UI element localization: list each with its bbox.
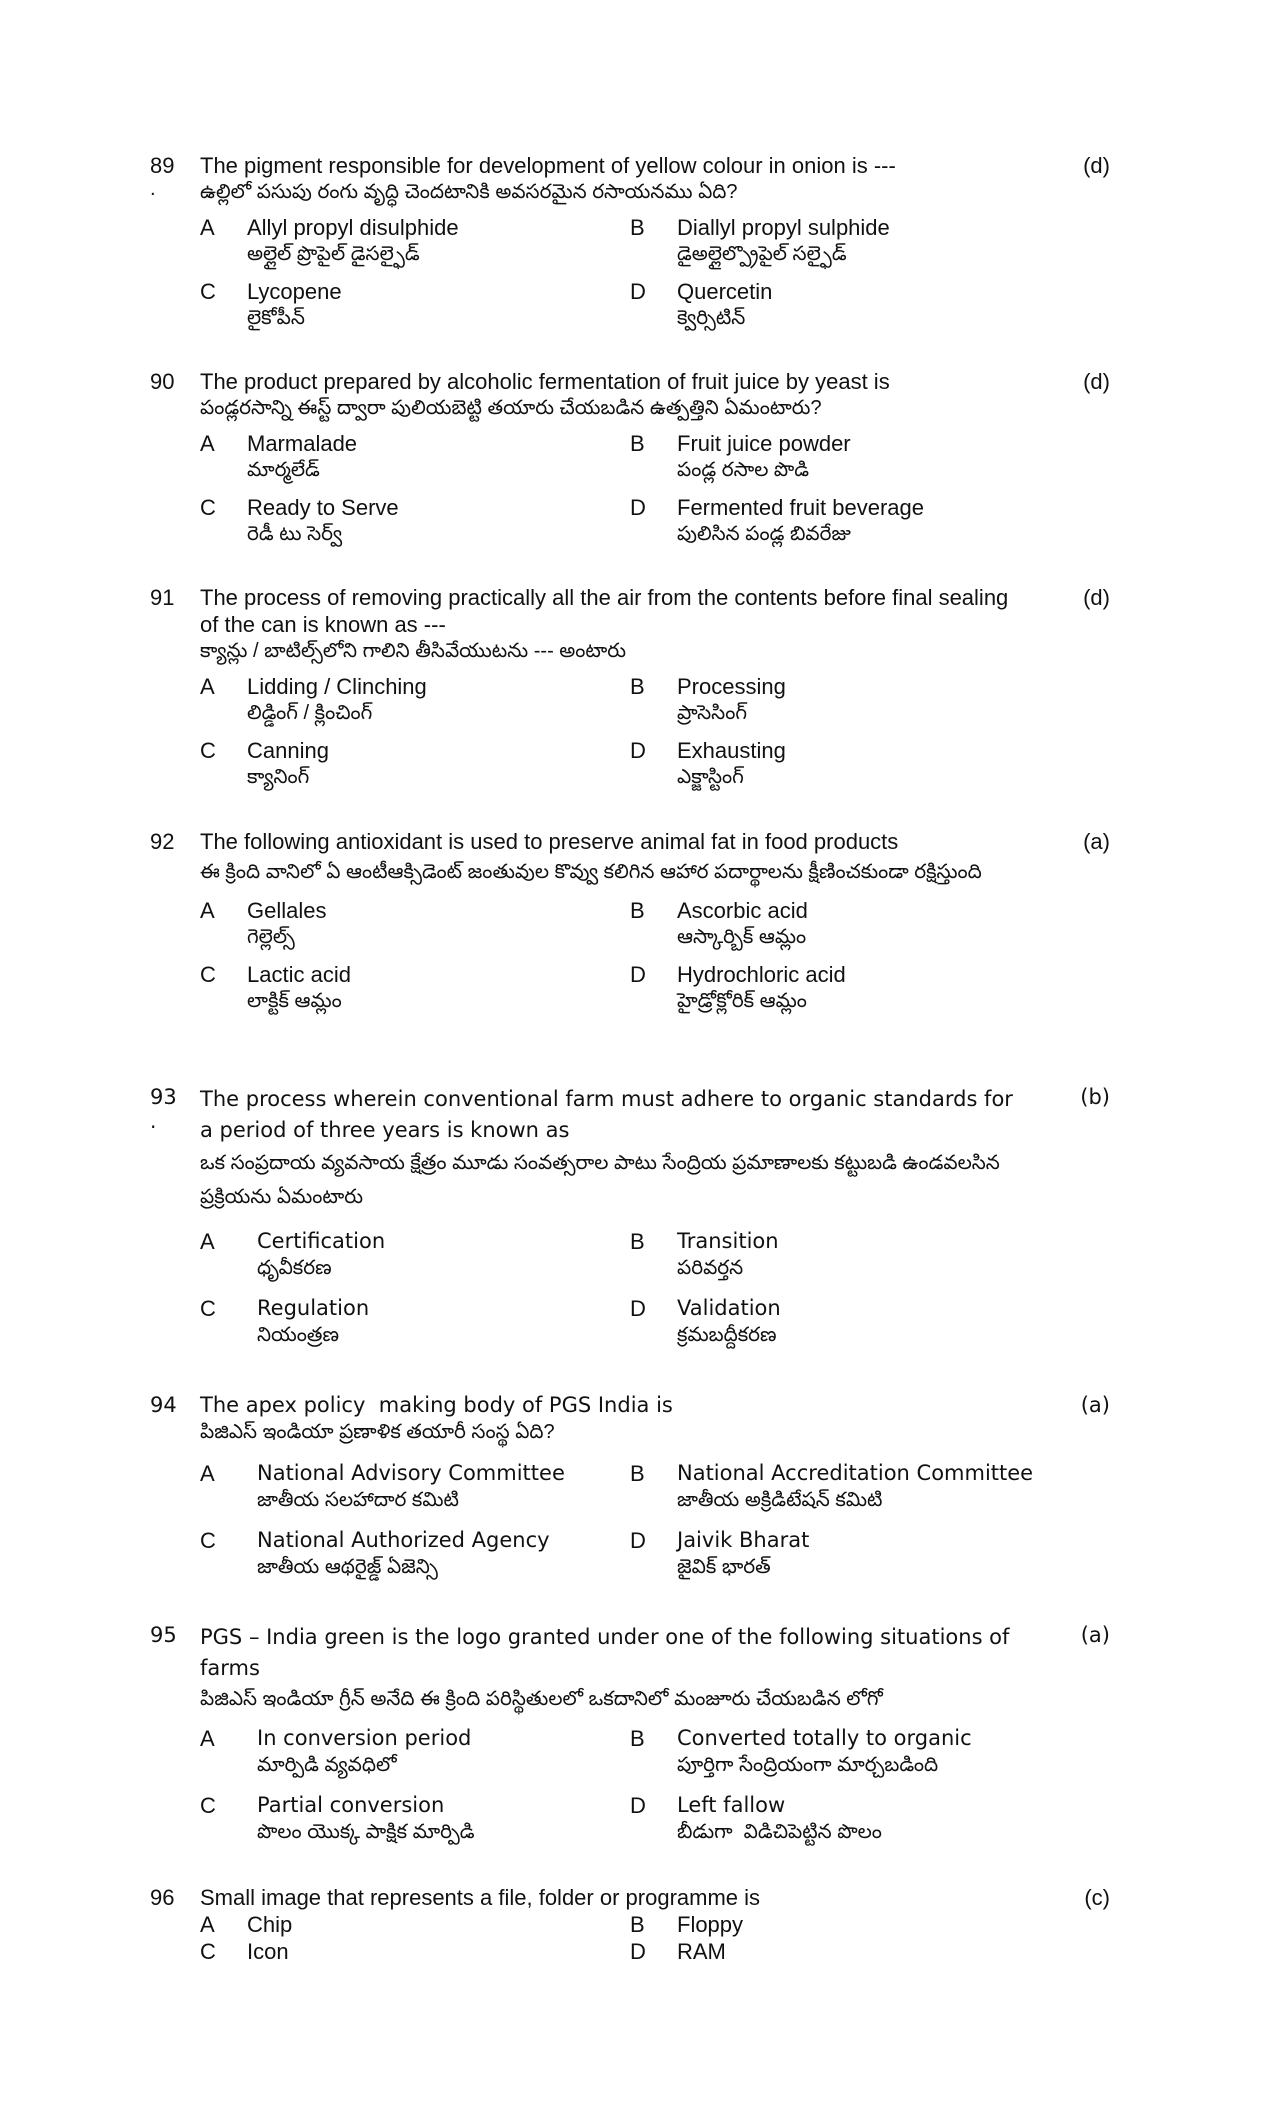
question-number <box>150 584 190 611</box>
options <box>200 897 1060 1025</box>
option-letter: C <box>200 962 216 987</box>
option-letter: D <box>630 962 646 987</box>
option-text-english: Diallyl propyl sulphide <box>677 215 890 240</box>
option-text-english: Quercetin <box>677 279 773 304</box>
question-body <box>200 828 1060 1025</box>
option-text-telugu: పరివర్తన <box>677 1257 744 1279</box>
option-letter: C <box>200 279 216 304</box>
option-letter: A <box>200 431 215 456</box>
option-text-telugu: జాతీయ అక్రిడిటేషన్ కమిటి <box>677 1489 883 1511</box>
question-number-text: 92 <box>150 829 175 854</box>
question-body <box>200 1084 1060 1362</box>
options <box>200 1228 1060 1362</box>
question-number-text: 94 <box>150 1393 177 1417</box>
question-text-telugu: క్యాన్లు / బాటిల్స్‌లోని గాలిని తీసివేయుటను --- అంటారు <box>200 640 627 662</box>
question-text-english: The pigment responsible for development of yellow colour in onion is --- <box>200 153 896 178</box>
answer-key: (a) <box>1083 829 1110 854</box>
option-text-english: Canning <box>247 738 329 763</box>
option-text-telugu: డైఅల్లైల్ప్రొపైల్ సల్ఫైడ్ <box>677 243 847 265</box>
question-text-english: The process of removing practically all the air from the contents before final sealing of the can is known as --- <box>200 585 1009 637</box>
option-letter: B <box>630 1229 645 1254</box>
question-number <box>150 1084 190 1131</box>
option-a <box>200 1460 630 1527</box>
option-letter: D <box>630 1939 646 1964</box>
option-d <box>630 278 1060 342</box>
option-letter: A <box>200 215 215 240</box>
option-letter: C <box>200 1939 216 1964</box>
option-text-telugu: ఎక్జాస్టింగ్ <box>677 766 744 788</box>
option-text-english: Allyl propyl disulphide <box>247 215 459 240</box>
question-text-telugu: ఉల్లిలో పసుపు రంగు వృద్ధి చెందటానికి అవసరమైన రసాయనము ఏది? <box>200 181 738 203</box>
option-d <box>630 494 1060 558</box>
option-letter: B <box>630 431 645 456</box>
option-letter: A <box>200 898 215 923</box>
option-text-english: National Advisory Committee <box>257 1461 565 1485</box>
option-letter: B <box>630 898 645 923</box>
question-number <box>150 1622 190 1649</box>
option-text-telugu: జాతీయ సలహాదార కమిటి <box>257 1489 459 1511</box>
question-text-english: The apex policy making body of PGS India is <box>200 1393 673 1417</box>
option-letter: A <box>200 674 215 699</box>
option-letter: D <box>630 1528 646 1553</box>
option-letter: D <box>630 1793 646 1818</box>
option-text-english: Validation <box>677 1296 781 1320</box>
options <box>200 673 1060 801</box>
question-text-english: Small image that represents a file, folder or programme is <box>200 1885 761 1910</box>
options <box>200 1725 1060 1859</box>
options <box>200 1460 1060 1594</box>
option-b <box>630 214 1060 278</box>
option-text-english: Exhausting <box>677 738 786 763</box>
option-letter: C <box>200 1528 216 1553</box>
option-c <box>200 1295 630 1362</box>
question-number <box>150 368 190 395</box>
question-94 <box>150 1392 1110 1592</box>
option-a <box>200 673 630 737</box>
answer-key: (d) <box>1083 369 1110 394</box>
option-b <box>630 1725 1060 1792</box>
answer-key: (a) <box>1080 1393 1110 1417</box>
option-text-telugu: గెల్లెల్స్ <box>247 926 295 948</box>
option-letter: B <box>630 1461 645 1486</box>
option-text-english: Floppy <box>677 1912 744 1937</box>
option-d <box>630 737 1060 801</box>
option-c <box>200 278 630 342</box>
option-text-english: Lactic acid <box>247 962 351 987</box>
option-c <box>200 961 630 1025</box>
option-text-telugu: అల్లైల్ ప్రొపైల్ డైసల్ఫైడ్ <box>247 243 420 265</box>
option-letter: B <box>630 674 645 699</box>
question-text-telugu: ఒక సంప్రదాయ వ్యవసాయ క్షేత్రం మూడు సంవత్సరాల పాటు సేంద్రియ ప్రమాణాలకు కట్టుబడి ఉండవలసిన ప్రక్రియను ఏమంటారు <box>200 1152 1000 1208</box>
option-text-telugu: పొలం యొక్క పాక్షిక మార్పిడి <box>257 1821 475 1843</box>
options <box>200 430 1060 558</box>
question-text-english: PGS – India green is the logo granted under one of the following situations of farms <box>200 1625 1010 1680</box>
option-b <box>630 1460 1060 1527</box>
option-text-english: Lycopene <box>247 279 342 304</box>
option-text-english: In conversion period <box>257 1726 472 1750</box>
option-text-telugu: మార్పిడి వ్యవధిలో <box>257 1754 397 1776</box>
question-92 <box>150 828 1110 1048</box>
option-a <box>200 1228 630 1295</box>
option-c <box>200 494 630 558</box>
option-b <box>630 1911 1060 1938</box>
option-text-telugu: మార్మలేడ్ <box>247 459 320 481</box>
option-c <box>200 737 630 801</box>
option-letter: B <box>630 1912 645 1937</box>
option-letter: C <box>200 1296 216 1321</box>
options <box>200 214 1060 342</box>
option-letter: A <box>200 1461 215 1486</box>
option-text-english: Converted totally to organic <box>677 1726 972 1750</box>
option-text-english: Ascorbic acid <box>677 898 808 923</box>
option-text-telugu: లిడ్డింగ్ / క్లించింగ్ <box>247 702 373 724</box>
question-body <box>200 1392 1060 1594</box>
option-text-english: Lidding / Clinching <box>247 674 427 699</box>
question-number-text: 90 <box>150 369 175 394</box>
question-text-english: The product prepared by alcoholic fermentation of fruit juice by yeast is <box>200 369 890 394</box>
option-letter: D <box>630 738 646 763</box>
option-d <box>630 1527 1060 1594</box>
option-a <box>200 1911 630 1938</box>
question-93 <box>150 1084 1110 1364</box>
option-letter: A <box>200 1726 215 1751</box>
option-d <box>630 1792 1060 1859</box>
option-text-telugu: క్రమబద్దీకరణ <box>677 1324 777 1346</box>
answer-key: (b) <box>1080 1085 1110 1109</box>
answer-key: (d) <box>1083 153 1110 178</box>
option-a <box>200 214 630 278</box>
question-text-telugu: పిజిఎస్ ఇండియా ప్రణాళిక తయారీ సంస్థ ఏది? <box>200 1421 555 1443</box>
option-text-telugu: నియంత్రణ <box>257 1324 339 1346</box>
option-b <box>630 673 1060 737</box>
option-b <box>630 1228 1060 1295</box>
option-text-telugu: క్యానింగ్ <box>247 766 310 788</box>
option-text-telugu: క్వెర్సిటిన్ <box>677 307 746 329</box>
option-text-english: Marmalade <box>247 431 358 456</box>
option-text-english: Partial conversion <box>257 1793 445 1817</box>
option-text-telugu: రెడీ టు సెర్వ్ <box>247 523 343 545</box>
option-text-telugu: ధృవీకరణ <box>257 1257 332 1279</box>
answer-key: (c) <box>1084 1885 1110 1910</box>
question-body <box>200 584 1060 801</box>
option-text-telugu: బీడుగా విడిచిపెట్టిన పొలం <box>677 1821 882 1843</box>
option-text-english: Certification <box>257 1229 386 1253</box>
option-text-english: Jaivik Bharat <box>677 1528 810 1552</box>
option-b <box>630 897 1060 961</box>
option-text-english: Regulation <box>257 1296 370 1320</box>
option-text-telugu: హైడ్రోక్లోరిక్ ఆమ్లం <box>677 990 807 1012</box>
option-text-telugu: పులిసిన పండ్ల బివరేజు <box>677 523 851 545</box>
option-text-english: Icon <box>247 1939 289 1964</box>
option-text-telugu: పండ్ల రసాల పొడి <box>677 459 810 481</box>
option-c <box>200 1938 630 1965</box>
question-number-text: 93 <box>150 1085 177 1109</box>
question-95 <box>150 1622 1110 1852</box>
option-text-english: Gellales <box>247 898 327 923</box>
question-number-text: 95 <box>150 1623 177 1647</box>
question-body <box>200 1884 1060 1965</box>
option-d <box>630 1295 1060 1362</box>
option-letter: D <box>630 1296 646 1321</box>
option-letter: A <box>200 1912 215 1937</box>
option-letter: D <box>630 495 646 520</box>
option-text-telugu: ప్రాసెసింగ్ <box>677 702 748 724</box>
question-number-suffix: . <box>150 178 156 200</box>
option-text-english: Processing <box>677 674 786 699</box>
question-89 <box>150 152 1110 342</box>
option-c <box>200 1792 630 1859</box>
question-text-telugu: పిజిఎస్ ఇండియా గ్రీన్ అనేది ఈ క్రింది పరిస్థితులలో ఒకదానిలో మంజూరు చేయబడిన లోగో <box>200 1688 883 1710</box>
option-a <box>200 430 630 494</box>
options <box>200 1911 1060 1965</box>
option-d <box>630 1938 1060 1965</box>
question-number <box>150 1884 190 1911</box>
option-letter: C <box>200 495 216 520</box>
option-text-english: National Authorized Agency <box>257 1528 550 1552</box>
option-text-english: RAM <box>677 1939 726 1964</box>
option-text-english: National Accreditation Committee <box>677 1461 1034 1485</box>
option-a <box>200 1725 630 1792</box>
option-letter: A <box>200 1229 215 1254</box>
option-c <box>200 1527 630 1594</box>
question-number <box>150 1392 190 1419</box>
question-number-suffix: . <box>150 1109 157 1133</box>
question-text-telugu: పండ్లరసాన్ని ఈస్ట్ ద్వారా పులియబెట్టి తయారు చేయబడిన ఉత్పత్తిని ఏమంటారు? <box>200 397 822 419</box>
question-number-text: 89 <box>150 153 175 178</box>
option-d <box>630 961 1060 1025</box>
question-number-text: 96 <box>150 1885 175 1910</box>
question-number <box>150 828 190 855</box>
option-text-english: Ready to Serve <box>247 495 399 520</box>
answer-key: (a) <box>1080 1623 1110 1647</box>
option-letter: C <box>200 1793 216 1818</box>
question-body <box>200 152 1060 342</box>
option-text-english: Left fallow <box>677 1793 786 1817</box>
option-letter: D <box>630 279 646 304</box>
option-text-english: Hydrochloric acid <box>677 962 846 987</box>
option-letter: B <box>630 215 645 240</box>
question-90 <box>150 368 1110 548</box>
option-text-english: Chip <box>247 1912 293 1937</box>
question-number <box>150 152 190 199</box>
option-text-telugu: జాతీయ ఆథరైజ్డ్ ఏజెన్సి <box>257 1556 438 1578</box>
option-text-english: Fruit juice powder <box>677 431 851 456</box>
question-91 <box>150 584 1110 794</box>
option-b <box>630 430 1060 494</box>
question-text-english: The process wherein conventional farm must adhere to organic standards for a period of three years is known as <box>200 1087 1013 1142</box>
option-a <box>200 897 630 961</box>
option-letter: B <box>630 1726 645 1751</box>
answer-key: (d) <box>1083 585 1110 610</box>
option-text-telugu: ఆస్కార్బిక్ ఆమ్లం <box>677 926 807 948</box>
question-text-telugu: ఈ క్రింది వానిలో ఏ ఆంటీఆక్సిడెంట్ జంతువుల కొవ్వు కలిగిన ఆహార పదార్థాలను క్షీణించకుండా రక్షిస్తుంది <box>200 861 982 883</box>
question-96 <box>150 1884 1110 1984</box>
option-text-telugu: లాక్టిక్ ఆమ్లం <box>247 990 342 1012</box>
option-text-english: Transition <box>677 1229 779 1253</box>
option-text-english: Fermented fruit beverage <box>677 495 925 520</box>
option-letter: C <box>200 738 216 763</box>
question-number-text: 91 <box>150 585 175 610</box>
option-text-telugu: లైకోపీన్ <box>247 307 305 329</box>
question-body <box>200 368 1060 558</box>
question-text-english: The following antioxidant is used to preserve animal fat in food products <box>200 829 899 854</box>
question-body <box>200 1622 1060 1859</box>
option-text-telugu: జైవిక్ భారత్ <box>677 1556 771 1578</box>
option-text-telugu: పూర్తిగా సేంద్రియంగా మార్చబడింది <box>677 1754 939 1776</box>
